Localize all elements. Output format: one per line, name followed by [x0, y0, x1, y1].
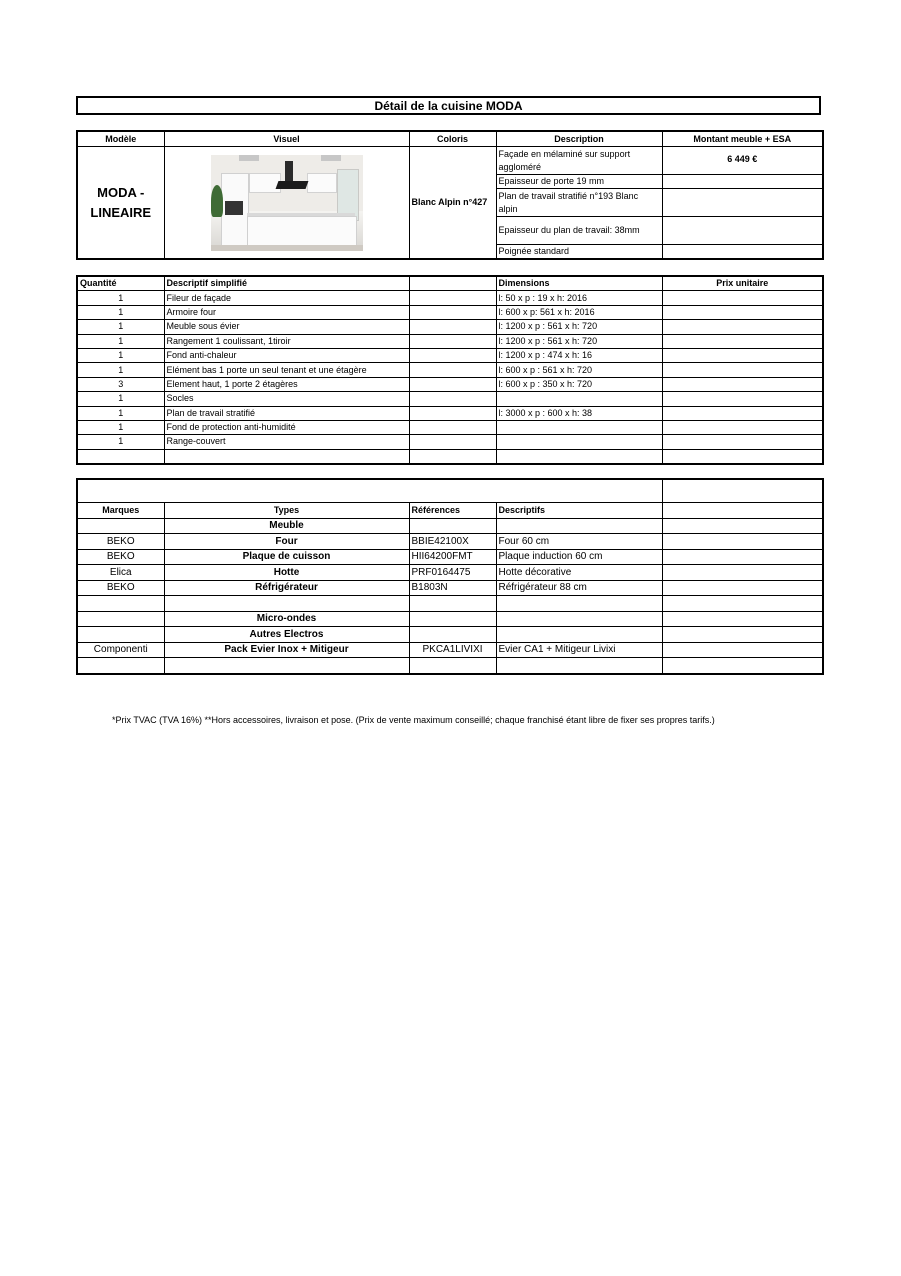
empty-cell	[409, 392, 496, 406]
price-cell	[662, 580, 823, 596]
price-cell	[662, 420, 823, 434]
table-row	[77, 642, 823, 658]
price-cell	[662, 291, 823, 305]
desc-cell: Range-couvert	[164, 435, 409, 449]
dim-cell	[496, 435, 662, 449]
descriptif-cell	[496, 518, 662, 534]
brand-cell: Componenti	[77, 642, 164, 658]
descriptif-cell	[496, 596, 662, 612]
header-empty	[409, 276, 496, 291]
descriptif-cell	[496, 658, 662, 674]
type-cell: Réfrigérateur	[164, 580, 409, 596]
price-cell	[662, 565, 823, 581]
desc-cell: Plan de travail stratifié	[164, 406, 409, 420]
brand-cell	[77, 596, 164, 612]
dim-cell: l: 1200 x p : 474 x h: 16	[496, 348, 662, 362]
empty-cell	[409, 291, 496, 305]
qty-cell: 1	[77, 406, 164, 420]
desc-cell: Rangement 1 coulissant, 1tiroir	[164, 334, 409, 348]
header-dimensions: Dimensions	[496, 276, 662, 291]
price-value: 6 449 €	[662, 147, 823, 175]
reference-cell: B1803N	[409, 580, 496, 596]
qty-cell: 1	[77, 420, 164, 434]
type-cell: Four	[164, 534, 409, 550]
reference-cell: PRF0164475	[409, 565, 496, 581]
dim-cell: l: 1200 x p : 561 x h: 720	[496, 320, 662, 334]
empty-cell	[409, 377, 496, 391]
brand-cell: BEKO	[77, 549, 164, 565]
coloris-value: Blanc Alpin n°427	[409, 147, 496, 260]
description-item: Epaisseur de porte 19 mm	[496, 175, 662, 189]
kitchen-visual	[164, 147, 409, 260]
reference-cell	[409, 518, 496, 534]
description-item: Plan de travail stratifié n°193 Blanc alpin	[496, 189, 662, 217]
price-cell	[662, 611, 823, 627]
type-cell: Plaque de cuisson	[164, 549, 409, 565]
empty-cell	[409, 348, 496, 362]
empty-cell	[409, 449, 496, 464]
header-description: Description	[496, 131, 662, 147]
kitchen-image	[211, 155, 363, 251]
price-empty	[662, 217, 823, 245]
appliances-blank-header	[77, 479, 662, 503]
type-cell: Micro-ondes	[164, 611, 409, 627]
empty-cell	[409, 406, 496, 420]
empty-cell	[409, 305, 496, 319]
price-cell	[662, 377, 823, 391]
model-name: MODA - LINEAIRE	[77, 147, 164, 260]
reference-cell	[409, 627, 496, 643]
desc-cell: Element haut, 1 porte 2 étagères	[164, 377, 409, 391]
table-row	[77, 420, 823, 434]
qty-cell: 1	[77, 392, 164, 406]
appliances-table	[76, 478, 824, 675]
table-row	[77, 406, 823, 420]
appliances-blank-cell	[662, 479, 823, 503]
reference-cell	[409, 596, 496, 612]
desc-cell: Fileur de façade	[164, 291, 409, 305]
desc-cell: Fond anti-chaleur	[164, 348, 409, 362]
table-row	[77, 291, 823, 305]
description-item: Façade en mélaminé sur support aggloméré	[496, 147, 662, 175]
table-row	[77, 518, 823, 534]
empty-cell	[409, 435, 496, 449]
desc-cell: Fond de protection anti-humidité	[164, 420, 409, 434]
table-row	[77, 596, 823, 612]
header-visuel: Visuel	[164, 131, 409, 147]
price-cell	[662, 435, 823, 449]
brand-cell	[77, 611, 164, 627]
header-empty	[662, 503, 823, 519]
reference-cell: HII64200FMT	[409, 549, 496, 565]
reference-cell: PKCA1LIVIXI	[409, 642, 496, 658]
price-empty	[662, 245, 823, 260]
empty-cell	[409, 363, 496, 377]
dim-cell: l: 1200 x p : 561 x h: 720	[496, 334, 662, 348]
price-empty	[662, 189, 823, 217]
table-row	[77, 449, 823, 464]
table-row	[77, 435, 823, 449]
price-cell	[662, 392, 823, 406]
reference-cell: BBIE42100X	[409, 534, 496, 550]
dim-cell	[496, 420, 662, 434]
brand-cell: Elica	[77, 565, 164, 581]
type-cell: Meuble	[164, 518, 409, 534]
table-row	[77, 320, 823, 334]
brand-cell: BEKO	[77, 580, 164, 596]
price-cell	[662, 642, 823, 658]
desc-cell: Socles	[164, 392, 409, 406]
empty-cell	[409, 320, 496, 334]
price-cell	[662, 406, 823, 420]
empty-cell	[409, 420, 496, 434]
header-references: Références	[409, 503, 496, 519]
type-cell	[164, 658, 409, 674]
brand-cell: BEKO	[77, 534, 164, 550]
table-row	[77, 334, 823, 348]
description-item: Poignée standard	[496, 245, 662, 260]
dim-cell: l: 600 x p: 561 x h: 2016	[496, 305, 662, 319]
brand-cell	[77, 658, 164, 674]
model-table	[76, 130, 824, 260]
qty-cell: 1	[77, 320, 164, 334]
brand-cell	[77, 627, 164, 643]
table-row	[77, 377, 823, 391]
table-row	[77, 534, 823, 550]
dim-cell: l: 3000 x p : 600 x h: 38	[496, 406, 662, 420]
header-types: Types	[164, 503, 409, 519]
price-cell	[662, 320, 823, 334]
header-coloris: Coloris	[409, 131, 496, 147]
desc-cell: Elément bas 1 porte un seul tenant et une étagère	[164, 363, 409, 377]
table-row	[77, 580, 823, 596]
table-row	[77, 392, 823, 406]
qty-cell: 1	[77, 363, 164, 377]
qty-cell: 3	[77, 377, 164, 391]
empty-cell	[409, 334, 496, 348]
header-modele: Modèle	[77, 131, 164, 147]
descriptif-cell	[496, 611, 662, 627]
descriptif-cell: Evier CA1 + Mitigeur Livixi	[496, 642, 662, 658]
table-row	[77, 305, 823, 319]
qty-cell: 1	[77, 334, 164, 348]
price-cell	[662, 363, 823, 377]
description-item: Epaisseur du plan de travail: 38mm	[496, 217, 662, 245]
dim-cell: l: 600 x p : 561 x h: 720	[496, 363, 662, 377]
header-prix: Prix unitaire	[662, 276, 823, 291]
reference-cell	[409, 658, 496, 674]
type-cell: Autres Electros	[164, 627, 409, 643]
price-cell	[662, 305, 823, 319]
header-quantite: Quantité	[77, 276, 164, 291]
header-montant: Montant meuble + ESA	[662, 131, 823, 147]
table-row	[77, 611, 823, 627]
footnote: *Prix TVAC (TVA 16%) **Hors accessoires, livraison et pose. (Prix de vente maximum conseillé; chaque franchisé étant libre de fixer ses propres tarifs.)	[112, 715, 715, 725]
price-cell	[662, 449, 823, 464]
components-table	[76, 275, 824, 465]
qty-cell	[77, 449, 164, 464]
header-descriptif: Descriptif simplifié	[164, 276, 409, 291]
table-row	[77, 549, 823, 565]
type-cell	[164, 596, 409, 612]
table-row	[77, 363, 823, 377]
price-cell	[662, 627, 823, 643]
document-title: Détail de la cuisine MODA	[76, 96, 821, 115]
price-cell	[662, 596, 823, 612]
price-cell	[662, 534, 823, 550]
table-row	[77, 658, 823, 674]
header-descriptifs: Descriptifs	[496, 503, 662, 519]
reference-cell	[409, 611, 496, 627]
descriptif-cell: Réfrigérateur 88 cm	[496, 580, 662, 596]
price-cell	[662, 658, 823, 674]
table-row	[77, 565, 823, 581]
descriptif-cell: Four 60 cm	[496, 534, 662, 550]
descriptif-cell: Plaque induction 60 cm	[496, 549, 662, 565]
descriptif-cell	[496, 627, 662, 643]
desc-cell: Meuble sous évier	[164, 320, 409, 334]
brand-cell	[77, 518, 164, 534]
desc-cell: Armoire four	[164, 305, 409, 319]
table-row	[77, 348, 823, 362]
header-marques: Marques	[77, 503, 164, 519]
desc-cell	[164, 449, 409, 464]
price-cell	[662, 348, 823, 362]
price-cell	[662, 334, 823, 348]
dim-cell	[496, 392, 662, 406]
dim-cell: l: 50 x p : 19 x h: 2016	[496, 291, 662, 305]
type-cell: Pack Evier Inox + Mitigeur	[164, 642, 409, 658]
qty-cell: 1	[77, 348, 164, 362]
table-row	[77, 627, 823, 643]
type-cell: Hotte	[164, 565, 409, 581]
qty-cell: 1	[77, 305, 164, 319]
price-empty	[662, 175, 823, 189]
price-cell	[662, 549, 823, 565]
qty-cell: 1	[77, 435, 164, 449]
descriptif-cell: Hotte décorative	[496, 565, 662, 581]
dim-cell	[496, 449, 662, 464]
dim-cell: l: 600 x p : 350 x h: 720	[496, 377, 662, 391]
price-cell	[662, 518, 823, 534]
qty-cell: 1	[77, 291, 164, 305]
